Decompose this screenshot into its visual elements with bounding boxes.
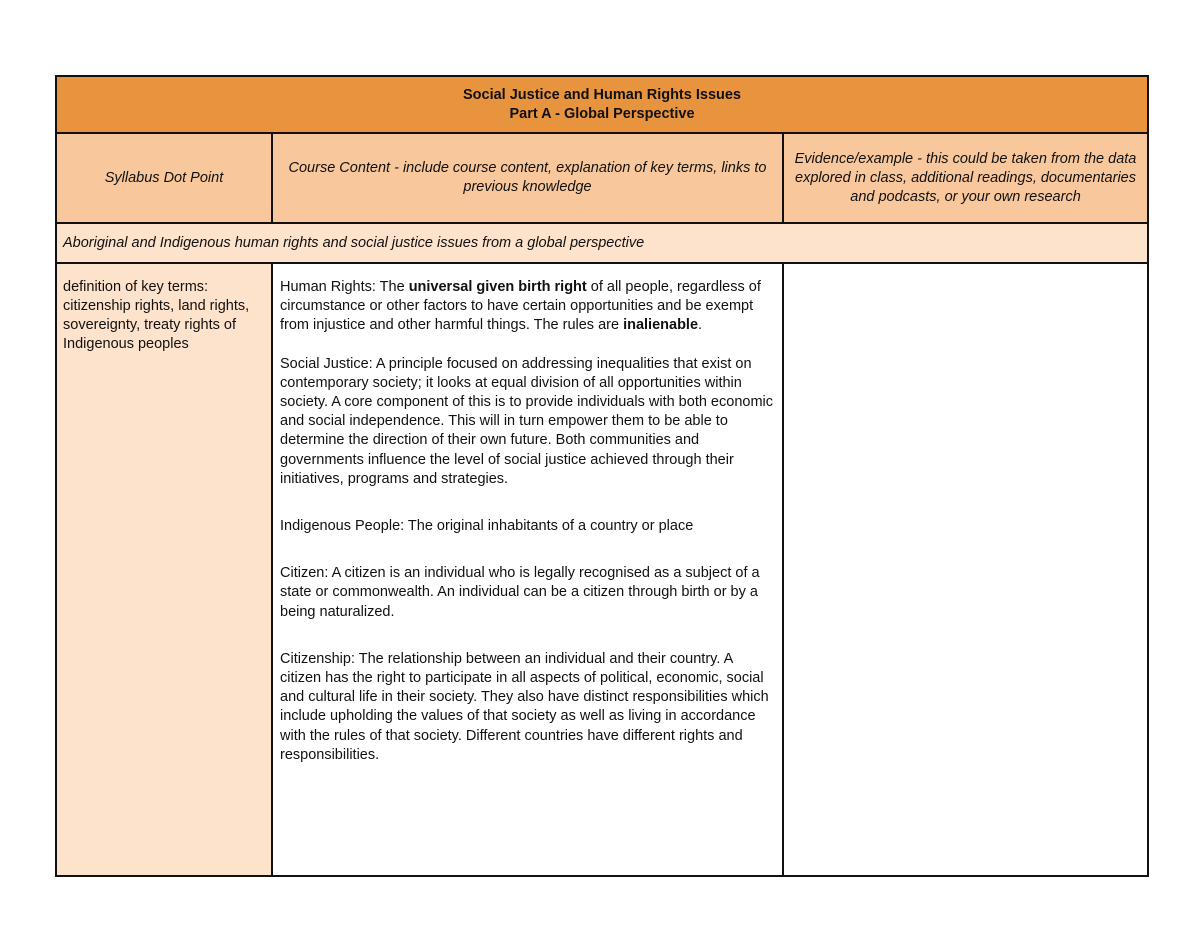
course-content-cell[interactable] [272, 263, 783, 876]
syllabus-column-header: Syllabus Dot Point [56, 133, 272, 223]
human-rights-suffix: . [698, 317, 703, 334]
inalienable-bold-term: inalienable [623, 317, 699, 334]
section-row [56, 223, 1148, 263]
indigenous-people-definition: Indigenous People: The original inhabitants of a country or place [280, 518, 694, 535]
section-heading: Aboriginal and Indigenous human rights and social justice issues from a global perspective [56, 223, 1148, 263]
content-column-header: Course Content - include course content, explanation of key terms, links to previous knowledge [272, 133, 783, 223]
title-row [56, 76, 1148, 133]
title-line-1: Social Justice and Human Rights Issues [463, 86, 741, 103]
syllabus-dot-point[interactable]: definition of key terms: citizenship rights, land rights, sovereignty, treaty rights of Indigenous peoples [56, 263, 272, 876]
evidence-cell[interactable] [783, 263, 1148, 876]
table-title [56, 76, 1148, 133]
table-row [56, 263, 1148, 876]
citizen-definition: Citizen: A citizen is an individual who is legally recognised as a subject of a state or commonwealth. An individual can be a citizen through birth or by a being naturalized. [280, 565, 760, 620]
evidence-column-header: Evidence/example - this could be taken from the data explored in class, additional readings, documentaries and podcasts, or your own research [783, 133, 1148, 223]
human-rights-middle: of all people, regardless of circumstance or other factors to have certain opportunities and be exempt from injustice and other harmful things. The rules are [280, 279, 761, 334]
human-rights-bold-term: universal given birth right [408, 279, 587, 295]
social-justice-definition: Social Justice: A principle focused on addressing inequalities that exist on contemporary society; it looks at equal division of all opportunities within society. A core component of this is to provide individuals with both economic and social independence. This will in turn empower them to be able to determine the direction of their own future. Both communities and governments influence the level of social justice achieved through their initiatives, programs and strategies. [280, 355, 773, 487]
worksheet-table [55, 75, 1149, 877]
citizenship-definition: Citizenship: The relationship between an individual and their country. A citizen has the right to participate in all aspects of political, economic, social and cultural life in their society. They also have distinct responsibilities which include upholding the values of that society as well as living in accordance with the rules of that society. Different countries have different rights and responsibilities. [280, 650, 769, 763]
title-line-2: Part A - Global Perspective [509, 105, 695, 122]
human-rights-definition [280, 278, 774, 336]
column-header-row [56, 133, 1148, 223]
human-rights-prefix: Human Rights: The [280, 279, 409, 295]
